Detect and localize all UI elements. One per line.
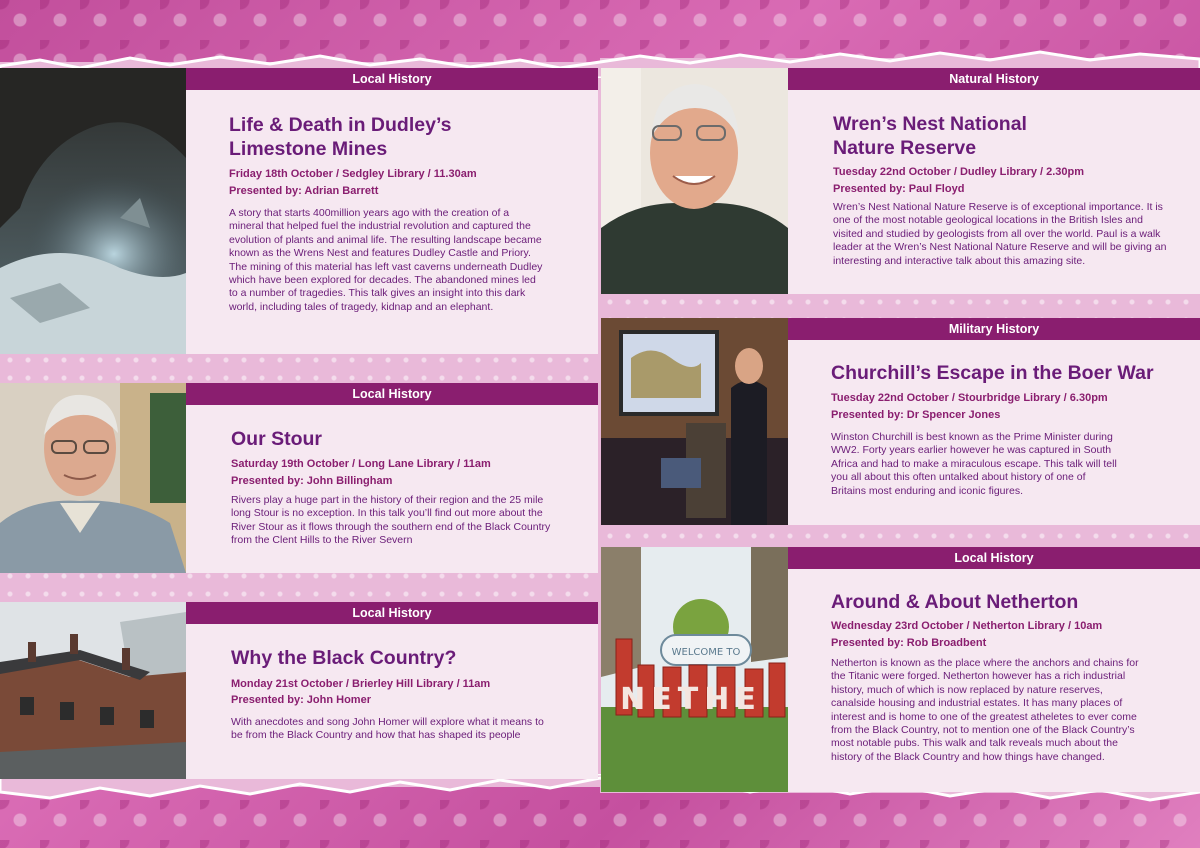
event-title: Our Stour [231, 428, 322, 450]
event-presenter: Presented by: Adrian Barrett [229, 185, 379, 197]
event-presenter: Presented by: Rob Broadbent [831, 637, 987, 649]
brick-houses-photo [0, 602, 186, 779]
category-tag: Natural History [788, 68, 1200, 90]
event-title-line-2: Limestone Mines [229, 138, 388, 160]
event-presenter: Presented by: Dr Spencer Jones [831, 409, 1001, 421]
event-description: With anecdotes and song John Homer will explore what it means to be from the Black Country and how that has shaped its people [231, 716, 544, 742]
category-tag: Military History [788, 318, 1200, 340]
portrait-smiling-man-photo [601, 68, 788, 294]
category-tag: Local History [186, 68, 598, 90]
lecture-presenter-photo [601, 318, 788, 525]
event-when: Tuesday 22nd October / Stourbridge Library / 6.30pm [831, 392, 1108, 404]
event-title: Churchill’s Escape in the Boer War [831, 362, 1154, 384]
welcome-sign-text: WELCOME TO [671, 647, 741, 658]
category-tag: Local History [788, 547, 1200, 569]
event-description: Netherton is known as the place where the anchors and chains for the Titanic were forged. Netherton however has a rich industrial history, much of which is now replaced by nature reserves, canalside housing and industrial estates. It has many places of interest and is home to one of the greatest atheletes to ever come from the Black Country, not to mention one of the Black Country’s most notable pubs. This walk and talk reveals much about the history of the Black Country and how things have changed. [831, 657, 1139, 763]
netherton-sign-photo [601, 547, 788, 792]
portrait-elderly-man-photo [0, 383, 186, 573]
event-presenter: Presented by: John Billingham [231, 475, 393, 487]
cave-photo [0, 68, 186, 354]
category-tag: Local History [186, 383, 598, 405]
event-when: Friday 18th October / Sedgley Library / 11.30am [229, 168, 477, 180]
event-description: Winston Churchill is best known as the Prime Minister during WW2. Forty years earlier however he was captured in South Africa and had to make a miraculous escape. This talk will tell you all about this often untalked about history of one of Britains most enduring and iconic figures. [831, 431, 1117, 497]
event-description: Rivers play a huge part in the history of their region and the 25 mile long Stour is no exception. In this talk you’ll find out more about the River Stour as it flows through the southern end of the Black Country from the Clent Hills to the River Severn [231, 494, 551, 547]
event-when: Wednesday 23rd October / Netherton Library / 10am [831, 620, 1103, 632]
event-when: Saturday 19th October / Long Lane Library / 11am [231, 458, 491, 470]
event-description: A story that starts 400million years ago with the creation of a mineral that helped fuel the industrial revolution and captured the evolution of plants and animal life. The resulting landscape became known as the Wrens Nest and features Dudley Castle and Priory. The mining of this material has left vast caverns underneath Dudley which have been explored for decades. The abandoned mines led to a number of tragedies. This talk gives an insight into this dark world, including tales of tragedy, kidnap and an elephant. [229, 207, 543, 313]
event-when: Monday 21st October / Brierley Hill Library / 11am [231, 678, 491, 690]
event-title-line-1: Life & Death in Dudley’s [229, 114, 452, 136]
event-presenter: Presented by: Paul Floyd [833, 183, 965, 195]
event-presenter: Presented by: John Homer [231, 694, 371, 706]
event-title-line-1: Wren’s Nest National [833, 113, 1027, 135]
event-title [229, 113, 589, 161]
event-title-line-2: Nature Reserve [833, 137, 977, 159]
event-when: Tuesday 22nd October / Dudley Library / 2.30pm [833, 166, 1085, 178]
event-description: Wren’s Nest National Nature Reserve is of exceptional importance. It is one of the most notable geological locations in the British Isles and visited and studied by geologists from all over the world. Paul is a walk leader at the Wren’s Nest National Nature Reserve and will be giving an interesting and interactive talk about this amazing site. [833, 201, 1167, 267]
category-tag: Local History [186, 602, 598, 624]
event-title [833, 112, 1173, 160]
event-title: Around & About Netherton [831, 591, 1079, 613]
netherton-sign-letters: NETHE [620, 682, 762, 717]
event-title: Why the Black Country? [231, 647, 457, 669]
